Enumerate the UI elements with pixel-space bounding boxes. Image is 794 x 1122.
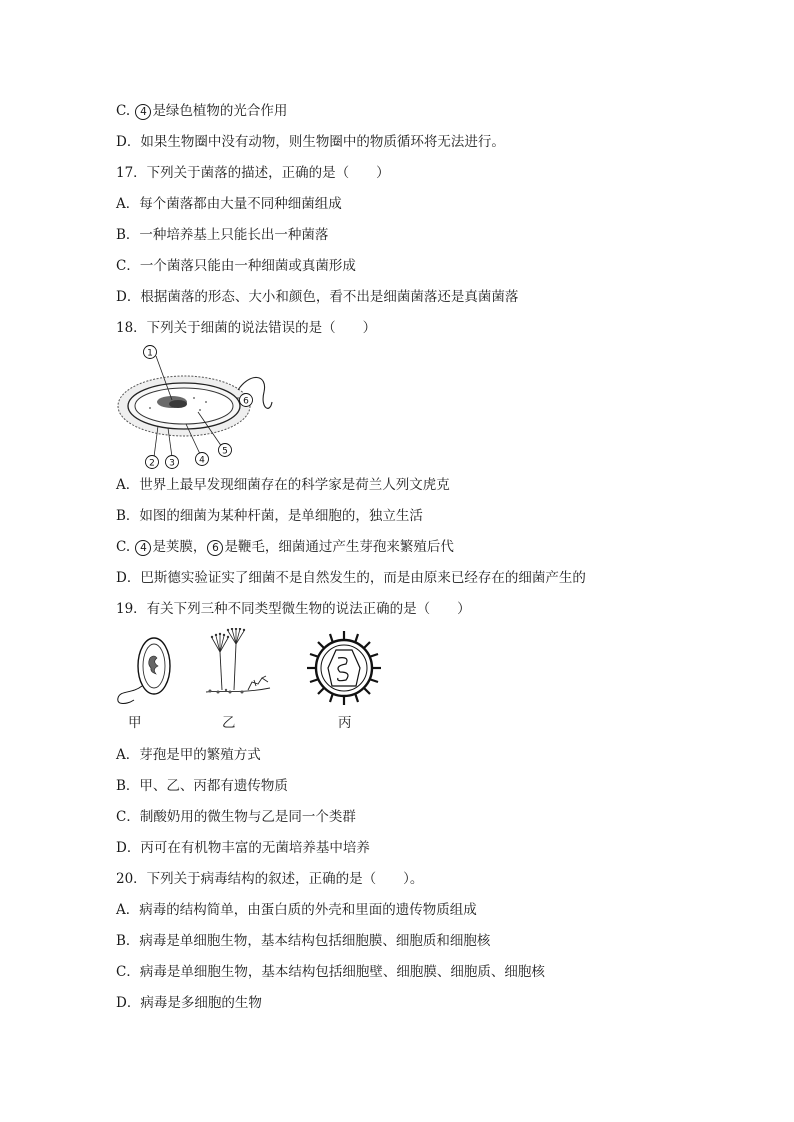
- q17-option-d: D．根据菌落的形态、大小和颜色，看不出是细菌菌落还是真菌菌落: [116, 289, 519, 305]
- q18-option-b: B．如图的细菌为某种杆菌，是单细胞的，独立生活: [116, 508, 423, 524]
- q20-option-b: B．病毒是单细胞生物，基本结构包括细胞膜、细胞质和细胞核: [116, 933, 491, 949]
- figure-label-bing: 丙: [338, 715, 352, 731]
- label-1: 1: [147, 348, 153, 359]
- fungus-yi-figure: [200, 628, 280, 698]
- q19-option-d: D．丙可在有机物丰富的无菌培养基中培养: [116, 840, 370, 856]
- circled-number: 6: [207, 540, 223, 556]
- q18-option-c: C. 4 是荚膜， 6 是鞭毛，细菌通过产生芽孢来繁殖后代: [116, 539, 454, 555]
- label-5: 5: [222, 446, 228, 457]
- q19-stem: 19．有关下列三种不同类型微生物的说法正确的是（ ）: [116, 601, 471, 617]
- q20-option-c: C．病毒是单细胞生物，基本结构包括细胞壁、细胞膜、细胞质、细胞核: [116, 964, 545, 980]
- circled-number: 4: [135, 104, 151, 120]
- q19-option-b: B．甲、乙、丙都有遗传物质: [116, 778, 288, 794]
- q18-option-a: A．世界上最早发现细菌存在的科学家是荷兰人列文虎克: [116, 477, 450, 493]
- q17-option-c: C．一个菌落只能由一种细菌或真菌形成: [116, 258, 356, 274]
- q16-option-d: D．如果生物圈中没有动物，则生物圈中的物质循环将无法进行。: [116, 134, 505, 150]
- q17-option-b: B．一种培养基上只能长出一种菌落: [116, 227, 329, 243]
- label-4: 4: [199, 455, 205, 466]
- q19-option-a: A．芽孢是甲的繁殖方式: [116, 747, 261, 763]
- q17-stem: 17．下列关于菌落的描述，正确的是（ ）: [116, 165, 390, 181]
- q18-option-d: D．巴斯德实验证实了细菌不是自然发生的，而是由原来已经存在的细菌产生的: [116, 570, 586, 586]
- circled-number: 4: [135, 540, 151, 556]
- bacterium-jia-figure: [112, 634, 182, 710]
- q20-option-a: A．病毒的结构简单，由蛋白质的外壳和里面的遗传物质组成: [116, 902, 477, 918]
- q18-stem: 18．下列关于细菌的说法错误的是（ ）: [116, 320, 377, 336]
- label-2: 2: [149, 458, 155, 469]
- figure-label-jia: 甲: [128, 715, 142, 731]
- q17-option-a: A．每个菌落都由大量不同种细菌组成: [116, 196, 342, 212]
- bacterium-figure: [110, 342, 280, 470]
- figure-label-yi: 乙: [222, 715, 236, 731]
- label-3: 3: [169, 458, 175, 469]
- q19-option-c: C．制酸奶用的微生物与乙是同一个类群: [116, 809, 356, 825]
- virus-bing-figure: [304, 628, 384, 708]
- q16-option-c: C. 4 是绿色植物的光合作用: [116, 103, 288, 119]
- label-6: 6: [243, 396, 249, 407]
- q20-stem: 20．下列关于病毒结构的叙述，正确的是（ ）。: [116, 871, 424, 887]
- q20-option-d: D．病毒是多细胞的生物: [116, 995, 262, 1011]
